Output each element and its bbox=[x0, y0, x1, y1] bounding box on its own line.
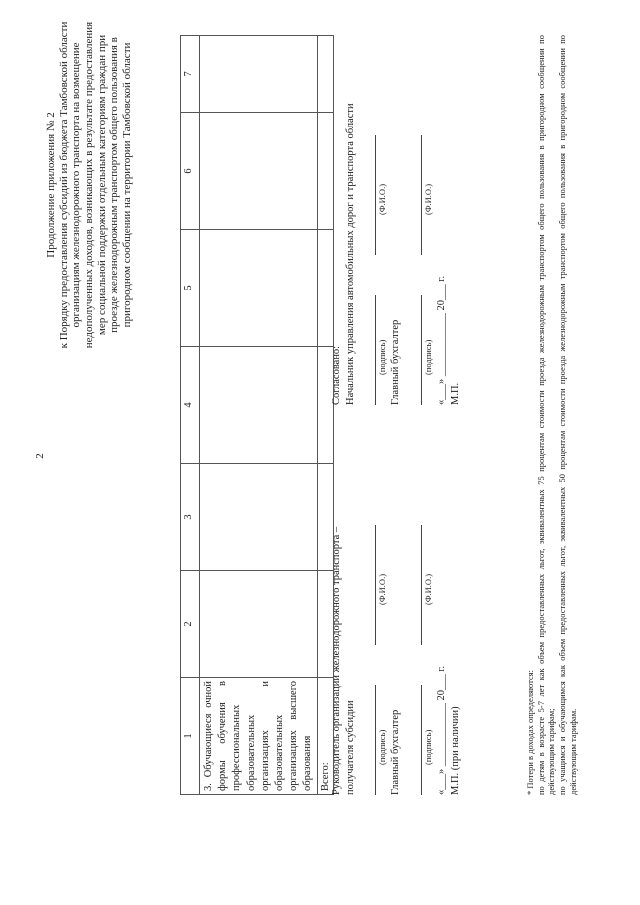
row-category-cell: 3. Обучающиеся очной формы обучения в профессиональных образовательных организациях и образовательных организациях высшего образования bbox=[200, 678, 318, 795]
signature-caption: (подпись) bbox=[422, 339, 433, 375]
right-stamp: М.П. bbox=[449, 382, 461, 405]
appendix-header bbox=[45, 20, 133, 350]
left-signature-line bbox=[363, 495, 389, 795]
table-row bbox=[200, 36, 318, 795]
left-accountant-line bbox=[409, 495, 435, 795]
signature-caption: (подпись) bbox=[422, 729, 433, 765]
fio-caption: (Ф.И.О.) bbox=[422, 573, 433, 605]
table-cell bbox=[200, 347, 318, 464]
right-signature-line bbox=[363, 75, 389, 405]
right-chief-accountant: Главный бухгалтер bbox=[390, 319, 402, 405]
left-heading: Руководитель организации железнодорожного транспорта – получателя субсидии bbox=[331, 526, 356, 795]
left-signature-block bbox=[330, 495, 462, 795]
agreed-label: Согласовано: bbox=[331, 345, 342, 405]
appendix-text: к Порядку предоставления субсидий из бюджета Тамбовской области организациям железнодорожного транспорта на возмещение недополученных доходов, возникающих в результате предоставления мер социальной поддержки отдельным категориям граждан при проезде железнодорожным транспортом общего пользования в пригородном сообщении на территории Тамбовской области bbox=[57, 21, 133, 349]
fio-caption: (Ф.И.О.) bbox=[422, 183, 433, 215]
col-header-4: 4 bbox=[181, 347, 200, 464]
signature-caption: (подпись) bbox=[377, 339, 388, 375]
left-stamp: М.П. (при наличии) bbox=[449, 706, 461, 795]
table-cell bbox=[200, 113, 318, 230]
table-cell bbox=[200, 230, 318, 347]
footnote-item: по детям в возрасте 5-7 лет как объем предоставленных льгот, эквивалентных 75 процентам стоимости проезда железнодорожным транспортом общего пользования в пригородном сообщении по действующим тарифам; bbox=[535, 35, 557, 795]
right-heading: Начальник управления автомобильных дорог и транспорта области bbox=[344, 103, 356, 405]
right-accountant-line bbox=[409, 75, 435, 405]
row-total-cell: Всего: bbox=[318, 678, 334, 795]
appendix-title: Продолжение приложения № 2 bbox=[45, 112, 57, 258]
table-cell bbox=[200, 36, 318, 113]
col-header-7: 7 bbox=[181, 36, 200, 113]
col-header-6: 6 bbox=[181, 113, 200, 230]
fio-caption: (Ф.И.О.) bbox=[377, 183, 388, 215]
right-date-line: «___» ____________ 20___ г. bbox=[435, 275, 447, 405]
col-header-1: 1 bbox=[181, 678, 200, 795]
table-cell bbox=[200, 571, 318, 678]
table-header-row bbox=[181, 36, 200, 795]
table-cell bbox=[200, 464, 318, 571]
col-header-5: 5 bbox=[181, 230, 200, 347]
right-signature-block bbox=[330, 75, 462, 405]
signature-caption: (подпись) bbox=[377, 729, 388, 765]
fio-caption: (Ф.И.О.) bbox=[377, 573, 388, 605]
col-header-3: 3 bbox=[181, 464, 200, 571]
footnotes bbox=[525, 35, 578, 795]
page-number: 2 bbox=[34, 453, 46, 459]
subsidy-table bbox=[180, 35, 334, 795]
col-header-2: 2 bbox=[181, 571, 200, 678]
footnote-item: по учащимся и обучающимся как объем предоставленных льгот, эквивалентных 50 процентам стоимости проезда железнодорожным транспортом общего пользования в пригородном сообщении по действующим тарифам. bbox=[556, 35, 578, 795]
left-date-line: «___» ____________ 20___ г. bbox=[435, 665, 447, 795]
left-chief-accountant: Главный бухгалтер bbox=[390, 709, 402, 795]
footnote-title: * Потери в доходах определяются: bbox=[525, 669, 535, 795]
